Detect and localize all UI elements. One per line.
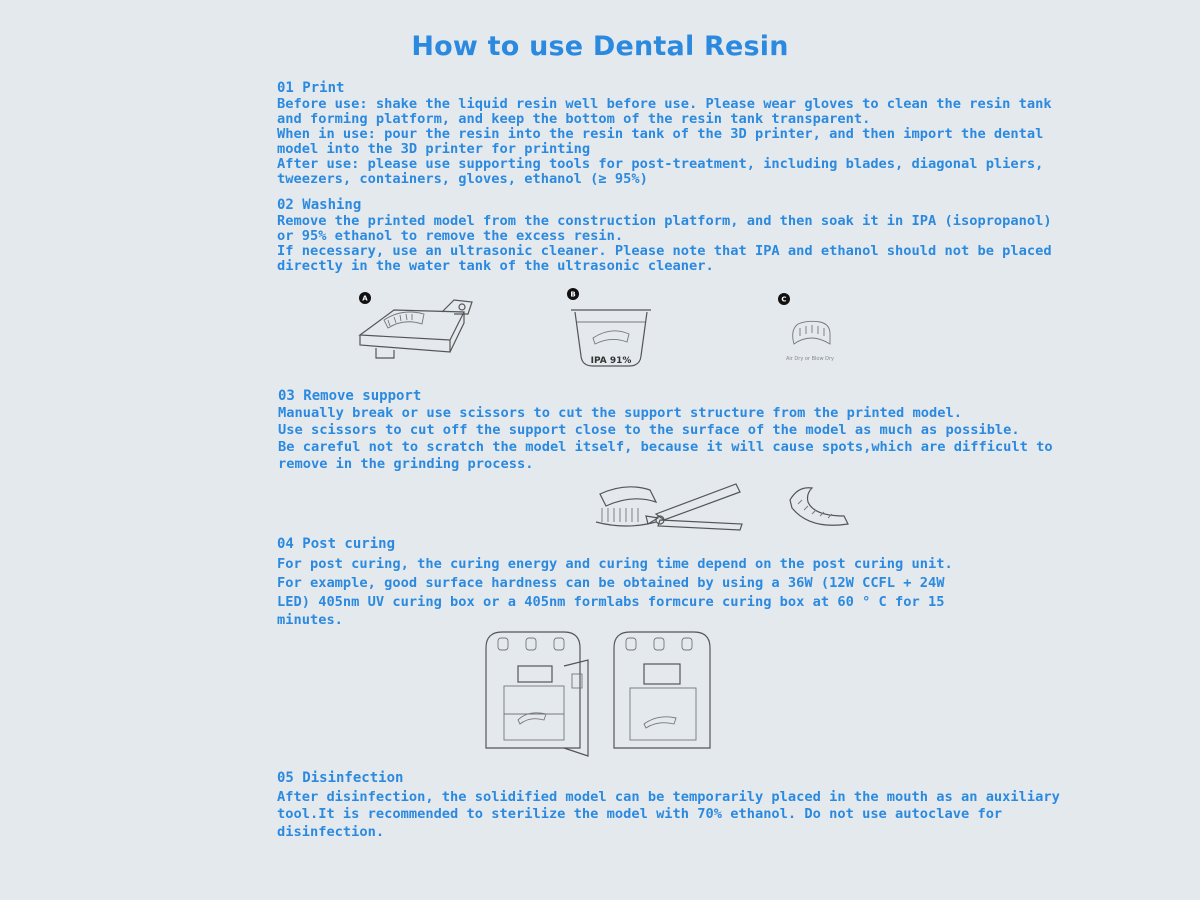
air-dry-caption: Air Dry or Blow Dry	[785, 356, 835, 362]
paragraph-line: Be careful not to scratch the model itself, because it will cause spots,which are difficult to	[278, 439, 1053, 455]
plier-handle-lower	[658, 520, 742, 530]
section-washing	[277, 197, 1052, 274]
paragraph-line: or 95% ethanol to remove the excess resin.	[277, 228, 624, 244]
handle-hole	[459, 304, 465, 310]
figure-badge-c-label: C	[781, 295, 787, 304]
section-heading: 01 Print	[277, 80, 345, 96]
platform-edge	[450, 312, 464, 352]
cleaned-model-illustration	[784, 482, 850, 532]
build-platform-illustration	[354, 290, 479, 370]
paragraph-line: directly in the water tank of the ultrasonic cleaner.	[277, 258, 714, 274]
paragraph-line: Before use: shake the liquid resin well before use. Please wear gloves to clean the resin tank	[277, 96, 1052, 112]
soaking-model	[593, 331, 629, 344]
control-panel	[644, 664, 680, 684]
vent	[654, 638, 664, 650]
paragraph-line: tweezers, containers, gloves, ethanol (≥ 95%)	[277, 171, 648, 187]
vent	[554, 638, 564, 650]
section-remove-support	[278, 388, 1053, 473]
paragraph-line: tool.It is recommended to sterilize the model with 70% ethanol. Do not use autoclave for	[277, 806, 1003, 822]
vent	[498, 638, 508, 650]
section-print	[277, 80, 1052, 187]
paragraph-line: Use scissors to cut off the support close to the surface of the model as much as possible.	[278, 422, 1020, 438]
section-heading: 03 Remove support	[278, 388, 422, 404]
figure-badge-a-label: A	[362, 294, 368, 303]
model-with-supports	[600, 487, 656, 506]
figure-badge-b-label: B	[570, 290, 576, 299]
paragraph-line: When in use: pour the resin into the resin tank of the 3D printer, and then import the dental	[277, 126, 1044, 142]
paragraph-line: Remove the printed model from the construction platform, and then soak it in IPA (isopropanol)	[277, 213, 1052, 229]
curing-model	[644, 717, 676, 728]
paragraph-line: After disinfection, the solidified model can be temporarily placed in the mouth as an auxiliary	[277, 789, 1060, 805]
dried-model-teeth	[800, 325, 824, 336]
air-dry-illustration	[776, 292, 846, 367]
paragraph-line: remove in the grinding process.	[278, 456, 534, 472]
paragraph-line: disinfection.	[277, 824, 385, 840]
pliers-cutting-illustration	[586, 478, 746, 538]
page-title: How to use Dental Resin	[411, 31, 789, 62]
plier-handle-upper	[656, 484, 740, 520]
cleaned-model-teeth	[798, 500, 832, 518]
section-post-curing	[277, 536, 997, 629]
ipa-beaker-illustration	[563, 286, 663, 371]
section-heading: 04 Post curing	[277, 536, 396, 552]
paragraph-line: minutes.	[277, 612, 343, 628]
paragraph-line: model into the 3D printer for printing	[277, 141, 591, 157]
support-structures	[602, 508, 638, 522]
vent	[626, 638, 636, 650]
paragraph-line: Manually break or use scissors to cut the support structure from the printed model.	[278, 405, 962, 421]
vent	[526, 638, 536, 650]
section-heading: 02 Washing	[277, 197, 362, 213]
paragraph-line: and forming platform, and keep the bottom of the resin tank transparent.	[277, 111, 871, 127]
paragraph-line: After use: please use supporting tools for post-treatment, including blades, diagonal pliers,	[277, 156, 1044, 172]
vent	[682, 638, 692, 650]
curing-box-illustration	[484, 630, 719, 760]
control-panel	[518, 666, 552, 682]
curing-box-open-body	[486, 632, 580, 748]
section-heading: 05 Disinfection	[277, 770, 404, 786]
cleaned-model	[790, 488, 848, 526]
paragraph-line: For post curing, the curing energy and curing time depend on the post curing unit.	[277, 556, 953, 572]
platform-foot	[376, 348, 394, 358]
section-disinfection	[277, 770, 1060, 842]
ipa-label: IPA 91%	[590, 356, 632, 366]
support-base	[596, 522, 656, 526]
curing-model	[518, 713, 546, 724]
closed-door-window	[630, 688, 696, 740]
paragraph-line: If necessary, use an ultrasonic cleaner. Please note that IPA and ethanol should not be placed	[277, 243, 1052, 259]
paragraph-line: LED) 405nm UV curing box or a 405nm formlabs formcure curing box at 60 ° C for 15	[277, 594, 945, 610]
paragraph-line: For example, good surface hardness can be obtained by using a 36W (12W CCFL + 24W	[277, 575, 945, 591]
